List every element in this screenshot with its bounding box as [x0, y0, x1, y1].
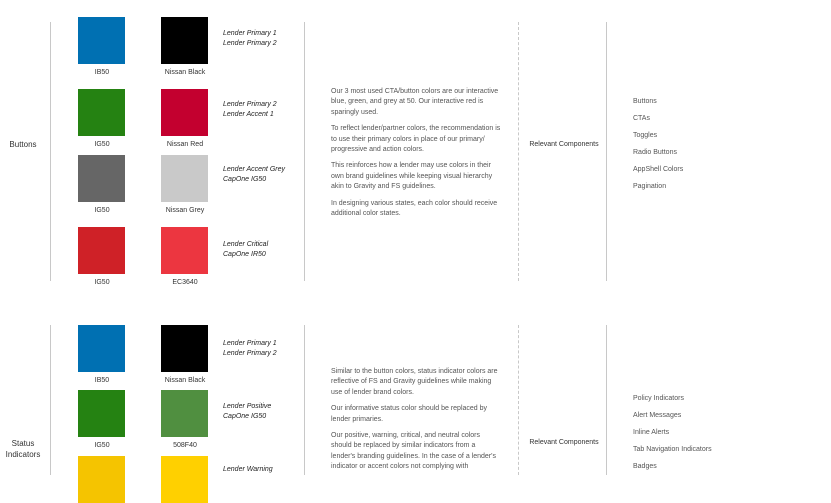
component-link: Policy Indicators — [633, 395, 684, 402]
lender-note-line: Lender Primary 1 — [223, 30, 277, 37]
component-link: Toggles — [633, 132, 658, 139]
swatch-ec3640 — [161, 227, 208, 287]
lender-note-line: Lender Positive — [223, 403, 272, 410]
lender-note-line: Lender Critical — [223, 241, 269, 248]
lender-note-line: Lender Accent 1 — [223, 111, 274, 118]
swatch-ib50 — [78, 17, 125, 77]
swatch-box — [78, 17, 125, 64]
lender-note — [223, 240, 268, 260]
status-mid-divider — [304, 325, 305, 475]
swatch-box — [161, 325, 208, 372]
description-paragraph: To reflect lender/partner colors, the recommendation is to use their primary colors in place of our primary/ progressive and action colors. — [331, 125, 501, 154]
lender-note — [223, 465, 273, 475]
status-dashed-divider — [518, 325, 519, 475]
swatch-ig50-red — [78, 227, 125, 287]
swatch-yellow-lender — [161, 456, 208, 503]
status-left-divider — [50, 325, 51, 475]
swatch-box — [78, 390, 125, 437]
swatch-label: IB50 — [94, 69, 110, 76]
lender-note — [223, 402, 271, 422]
swatch-box — [161, 155, 208, 202]
lender-note-line: CapOne IG50 — [223, 413, 267, 420]
swatch-box — [78, 227, 125, 274]
swatch-label: IG50 — [94, 279, 110, 286]
component-link: Alert Messages — [633, 412, 682, 419]
swatch-label: IG50 — [94, 141, 110, 148]
swatch-label: Nissan Black — [164, 377, 206, 384]
component-link: Pagination — [633, 183, 667, 190]
section-label-buttons: Buttons — [9, 140, 37, 149]
lender-note-line: Lender Warning — [223, 466, 273, 473]
lender-note-line: Lender Primary 2 — [223, 350, 277, 357]
swatch-box — [161, 89, 208, 136]
swatch-box — [161, 390, 208, 437]
status-right-divider — [606, 325, 607, 475]
swatch-label: IB50 — [94, 377, 110, 384]
component-link: Tab Navigation Indicators — [633, 446, 712, 453]
description-paragraph: Our 3 most used CTA/button colors are our interactive blue, green, and grey at 50. Our interactive red is sparingly used. — [331, 88, 499, 116]
buttons-right-divider — [606, 22, 607, 281]
component-link: CTAs — [633, 115, 650, 122]
component-link: Badges — [633, 463, 657, 470]
description-paragraph: In designing various states, each color should receive additional color states. — [331, 199, 498, 218]
swatch-box — [161, 456, 208, 503]
component-link: Buttons — [633, 98, 657, 105]
component-link: Radio Buttons — [633, 149, 677, 156]
swatch-label: IG50 — [94, 442, 110, 449]
status-relevant-components-label: Relevant Components — [529, 439, 599, 446]
swatch-box — [161, 227, 208, 274]
swatch-nissan-grey — [161, 155, 208, 215]
lender-note — [223, 100, 277, 120]
lender-note-line: CapOne IR50 — [223, 251, 266, 258]
swatch-box — [78, 325, 125, 372]
swatch-label: EC3640 — [172, 279, 198, 286]
swatch-label: 508F40 — [173, 442, 197, 449]
description-paragraph: Our informative status color should be replaced by lender primaries. — [331, 405, 488, 423]
swatch-ig50-grey — [78, 155, 125, 215]
swatch-label: Nissan Black — [164, 69, 206, 76]
buttons-description — [331, 87, 501, 225]
lender-note-line: CapOne IG50 — [223, 176, 267, 183]
swatch-ig50-green — [78, 390, 125, 450]
swatch-label: Nissan Red — [166, 141, 204, 148]
swatch-label: IG50 — [94, 207, 110, 214]
swatch-box — [78, 155, 125, 202]
lender-note-line: Lender Accent Grey — [223, 166, 285, 173]
lender-note — [223, 29, 277, 49]
lender-note-line: Lender Primary 2 — [223, 101, 277, 108]
swatch-nissan-red — [161, 89, 208, 149]
swatch-box — [78, 89, 125, 136]
lender-note — [223, 165, 285, 185]
swatch-nissan-black — [161, 17, 208, 77]
swatch-ig50-green — [78, 89, 125, 149]
description-paragraph: This reinforces how a lender may use colors in their own brand guidelines while keeping visual hierarchy akin to Gravity and FS guidelines. — [331, 162, 493, 191]
status-description — [331, 367, 501, 479]
component-link: AppShell Colors — [633, 166, 684, 173]
section-label-status-indicators: Status Indicators — [5, 439, 41, 459]
buttons-left-divider — [50, 22, 51, 281]
buttons-relevant-components-label: Relevant Components — [529, 141, 599, 148]
component-link: Inline Alerts — [633, 429, 670, 436]
lender-note-line: Lender Primary 2 — [223, 40, 277, 47]
swatch-box — [78, 456, 125, 503]
buttons-dashed-divider — [518, 22, 519, 281]
lender-note — [223, 339, 277, 359]
lender-note-line: Lender Primary 1 — [223, 340, 277, 347]
buttons-mid-divider — [304, 22, 305, 281]
description-paragraph: Similar to the button colors, status indicator colors are reflective of FS and Gravity guidelines while making use of lender brand colors. — [331, 368, 498, 396]
swatch-yellow-warning — [78, 456, 125, 503]
swatch-508f40 — [161, 390, 208, 450]
swatch-nissan-black — [161, 325, 208, 385]
swatch-box — [161, 17, 208, 64]
swatch-ib50 — [78, 325, 125, 385]
swatch-label: Nissan Grey — [165, 207, 205, 214]
description-paragraph: Our positive, warning, critical, and neutral colors should be replaced by similar indicators from a lender's branding guidelines. In the case of a lender's indicator or accent colors not complying with — [331, 432, 496, 471]
